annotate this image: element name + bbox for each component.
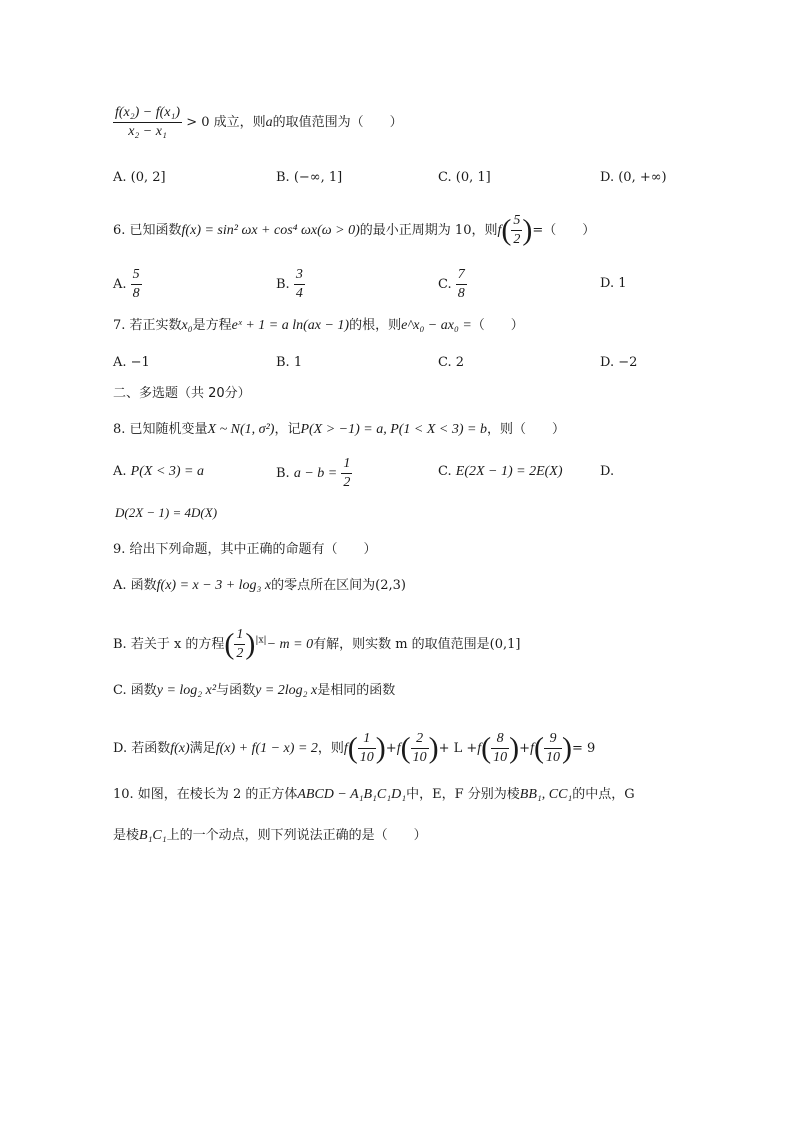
math-text: f(x) xyxy=(170,741,190,756)
math-text: 2 xyxy=(343,475,351,490)
q6-option-c xyxy=(438,266,467,303)
q6-option-a xyxy=(113,266,142,303)
math-text: a − b = xyxy=(293,466,338,481)
q8-option-d-label: D. xyxy=(600,464,615,479)
parenthesis: ( xyxy=(533,731,544,765)
math-text: f xyxy=(477,741,482,756)
q10-line2 xyxy=(113,826,427,846)
math-text: + xyxy=(519,741,531,756)
math-text: x₀ xyxy=(181,318,193,333)
math-text: f(x) = sin² ωx + cos⁴ ωx(ω > 0) xyxy=(181,223,360,238)
math-text: 5 xyxy=(511,212,522,231)
math-text: 10 xyxy=(359,750,374,765)
math-text: 与函数 xyxy=(216,683,256,698)
fraction xyxy=(234,626,245,663)
parenthesis: ) xyxy=(561,731,572,765)
math-text: y = 2log₂ x xyxy=(255,683,318,698)
q9-option-a xyxy=(113,576,406,596)
fraction xyxy=(358,730,376,767)
q5-condition xyxy=(113,104,403,141)
fraction xyxy=(491,730,509,767)
math-text: f(x) = x − 3 + log₃ x xyxy=(156,578,272,593)
math-text: 的中点，G xyxy=(572,787,635,802)
math-text: − m = 0 xyxy=(266,637,314,652)
q6-option-d: D. 1 xyxy=(600,276,627,291)
q7-stem xyxy=(113,316,524,336)
math-text: 上的一个动点，则下列说法正确的是（ ） xyxy=(166,828,427,843)
parenthesis: ( xyxy=(481,731,492,765)
math-text: eˣ + 1 = a ln(ax − 1) xyxy=(231,318,350,333)
math-text: ，则（ ） xyxy=(487,422,566,437)
math-text: 5 xyxy=(131,266,142,285)
math-text: 7. 若正实数 xyxy=(113,318,182,333)
math-text: f(x) + f(1 − x) = 2 xyxy=(215,741,318,756)
q6-stem xyxy=(113,212,595,249)
math-text: 1 xyxy=(341,455,352,474)
parenthesis: ( xyxy=(347,731,358,765)
q7-option-d: D. −2 xyxy=(600,355,638,370)
math-text: + L + xyxy=(438,741,478,756)
parenthesis: ) xyxy=(509,731,520,765)
math-text: f xyxy=(497,223,502,238)
math-text: （ ） xyxy=(471,318,524,333)
math-text: ，记 xyxy=(274,422,301,437)
math-text: 是方程 xyxy=(192,318,232,333)
q5-option-b: B. (−∞, 1] xyxy=(276,170,343,185)
parenthesis: ) xyxy=(245,627,256,661)
math-text: B. xyxy=(276,466,290,481)
math-text: P(X < 3) = a xyxy=(130,464,204,479)
math-text: A. xyxy=(113,464,127,479)
math-text: f xyxy=(396,741,401,756)
q9-option-b xyxy=(113,626,521,663)
q8-stem xyxy=(113,420,565,440)
math-text: 10 xyxy=(412,750,427,765)
math-text: a xyxy=(265,115,273,130)
q8-option-d: D(2X − 1) = 4D(X) xyxy=(115,505,218,520)
parenthesis: ( xyxy=(501,213,512,247)
math-text: A. 函数 xyxy=(113,578,157,593)
q9-option-c xyxy=(113,681,395,701)
math-text: X ~ N(1, σ²) xyxy=(207,422,275,437)
math-text: x₂ − x₁ xyxy=(128,124,167,139)
math-text: 的取值范围为（ ） xyxy=(272,115,403,130)
math-text: + xyxy=(385,741,397,756)
math-text: ABCD − A₁B₁C₁D₁ xyxy=(297,787,407,802)
parenthesis: ) xyxy=(428,731,439,765)
parenthesis: ( xyxy=(224,627,235,661)
fraction xyxy=(341,455,352,492)
q8-option-c xyxy=(438,462,563,482)
math-text: 10 xyxy=(545,750,560,765)
math-text: > 0 成立，则 xyxy=(186,115,266,130)
q5-option-d: D. (0, +∞) xyxy=(600,170,667,185)
parenthesis: ) xyxy=(522,213,533,247)
q5-option-a: A. (0, 2] xyxy=(113,170,166,185)
math-text: 中，E，F 分别为棱 xyxy=(406,787,520,802)
math-text: (0,1] xyxy=(489,637,521,652)
math-text: B. xyxy=(276,277,290,292)
fraction xyxy=(411,730,429,767)
math-text: e^x₀ − ax₀ = xyxy=(401,318,472,333)
section-heading: 二、多选题（共 20分） xyxy=(113,386,251,401)
q5-option-c: C. (0, 1] xyxy=(438,170,491,185)
math-text: 10 xyxy=(493,750,508,765)
math-text: C. xyxy=(438,277,452,292)
math-text: =（ ） xyxy=(532,223,596,238)
math-text: y = log₂ x² xyxy=(156,683,217,698)
q6-option-b xyxy=(276,266,305,303)
math-text: 2 xyxy=(236,646,244,661)
q9-stem: 9. 给出下列命题，其中正确的命题有（ ） xyxy=(113,542,377,557)
math-text: E(2X − 1) = 2E(X) xyxy=(455,464,563,479)
math-text: P(X > −1) = a, P(1 < X < 3) = b xyxy=(300,422,487,437)
q7-option-a: A. −1 xyxy=(113,355,150,370)
math-text: BB₁, CC₁ xyxy=(519,787,573,802)
math-text: 有解，则实数 m 的取值范围是 xyxy=(313,637,490,652)
math-text: 2 xyxy=(513,232,521,247)
math-text: 3 xyxy=(294,266,305,285)
math-text: f(x₂) − f(x₁) xyxy=(113,104,182,123)
math-text: 1 xyxy=(234,626,245,645)
math-text: 是相同的函数 xyxy=(317,683,396,698)
math-text: C. xyxy=(438,464,452,479)
math-text: 6. 已知函数 xyxy=(113,223,182,238)
q7-option-c: C. 2 xyxy=(438,355,465,370)
q8-option-b xyxy=(276,455,352,492)
math-text: 7 xyxy=(456,266,467,285)
math-text: 1 xyxy=(358,730,376,749)
math-text: 的零点所在区间为 xyxy=(271,578,376,593)
fraction xyxy=(456,266,467,303)
math-text: B₁C₁ xyxy=(139,828,167,843)
math-text: f xyxy=(343,741,348,756)
parenthesis: ( xyxy=(400,731,411,765)
math-text: ，则 xyxy=(317,741,344,756)
math-text: 8 xyxy=(491,730,509,749)
math-text: 10. 如图，在棱长为 2 的正方体 xyxy=(113,787,298,802)
math-text: 2 xyxy=(411,730,429,749)
math-text: D. 若函数 xyxy=(113,741,171,756)
math-text: B. 若关于 x 的方程 xyxy=(113,637,225,652)
q10-line1 xyxy=(113,785,635,805)
math-text: 是棱 xyxy=(113,828,140,843)
q8-option-a xyxy=(113,462,204,482)
fraction xyxy=(294,266,305,303)
math-text: 4 xyxy=(295,286,303,301)
q9-option-d xyxy=(113,730,595,767)
math-text: |x| xyxy=(255,635,267,646)
fraction xyxy=(131,266,142,303)
math-text: 8 xyxy=(457,286,465,301)
math-text: 的最小正周期为 10，则 xyxy=(359,223,498,238)
math-text: (2,3) xyxy=(375,578,406,593)
math-text: 8. 已知随机变量 xyxy=(113,422,208,437)
q7-option-b: B. 1 xyxy=(276,355,303,370)
math-text: 的根，则 xyxy=(349,318,402,333)
math-text: f xyxy=(530,741,534,756)
math-text: C. 函数 xyxy=(113,683,157,698)
q5-fraction xyxy=(113,104,182,141)
math-text: 满足 xyxy=(189,741,216,756)
math-text: 9 xyxy=(544,730,562,749)
q6-fraction xyxy=(511,212,522,249)
fraction xyxy=(544,730,562,767)
parenthesis: ) xyxy=(375,731,386,765)
math-text: 8 xyxy=(132,286,140,301)
math-text: = 9 xyxy=(571,741,596,756)
math-text: A. xyxy=(113,277,127,292)
